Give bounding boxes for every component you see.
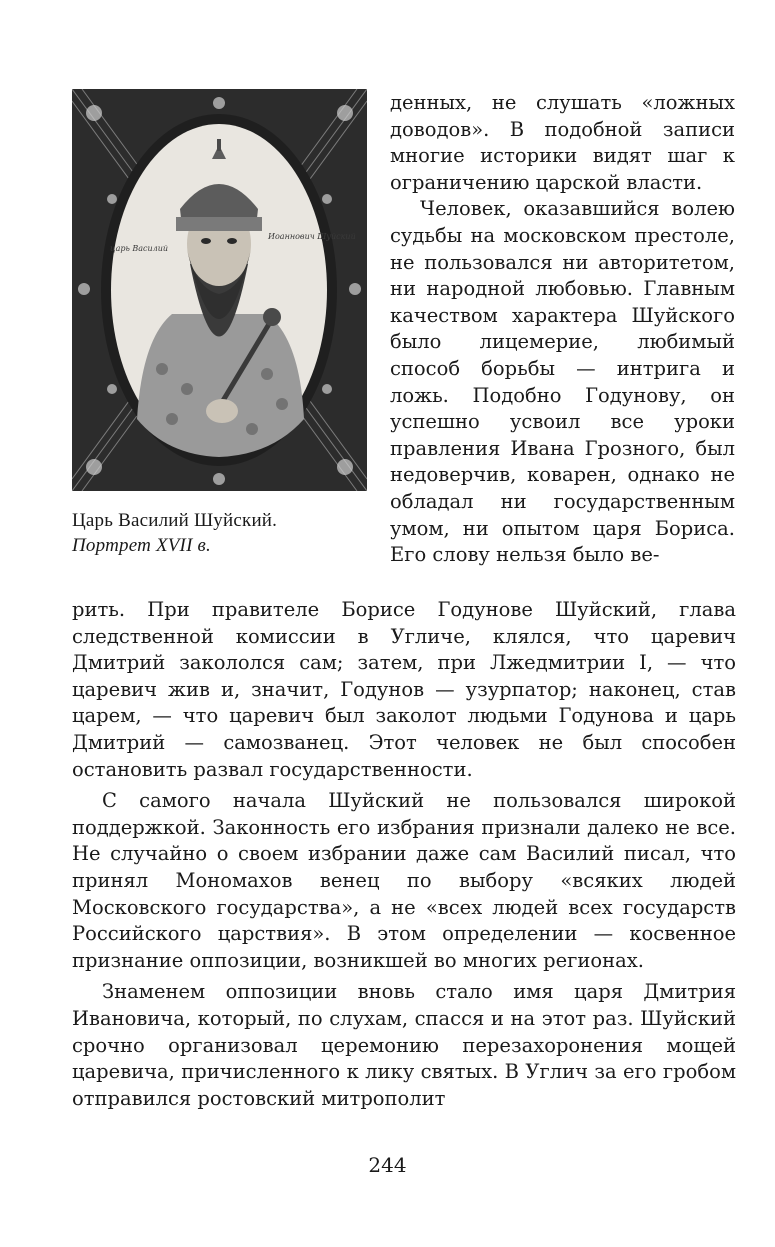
paragraph-continuation: денных, не слушать «ложных доводов». В подобной записи многие историки видят шаг к ограничению царской власти. xyxy=(390,91,735,194)
caption-title: Царь Василий Шуйский. xyxy=(72,510,278,531)
portrait-illustration xyxy=(72,89,367,491)
paragraph-opposition: Знаменем оппозиции вновь стало имя царя Дмитрия Ивановича, который, по слухам, спасся и на этот раз. Шуйский срочно организовал церемонию перезахоронения мощей царевича, причисленного к лику святых. В Углич за его гробом отправился ростовский митрополит xyxy=(72,980,736,1110)
inscription-left: царь Василий xyxy=(110,244,169,253)
paragraph-shuisky-character: Человек, оказавшийся волею судьбы на московском престоле, не пользовался ни авторитетом, ни народной любовью. Главным качеством характера Шуйского было лицемерие, любимый способ борьбы — интрига и ложь. Подобно Годунову, он успешно усвоил все уроки правления Ивана Грозного, был недоверчив, коварен, однако не обладал ни государственным умом, ни опытом царя Бориса. Его слову нельзя было ве- xyxy=(390,197,735,567)
text-column-wide xyxy=(72,597,736,1112)
figure-caption xyxy=(72,508,372,558)
text-column-narrow xyxy=(390,90,735,569)
paragraph-support: С самого начала Шуйский не пользовался широкой поддержкой. Законность его избрания признали далеко не все. Не случайно о своем избрании даже сам Василий писал, что принял Мономахов венец по выбору «всяких людей Московского государства», а не «всех людей всех государств Российского царствия». В этом определении — косвенное признание оппозиции, возникшей во многих регионах. xyxy=(72,789,736,972)
paragraph-shuisky-character-cont: рить. При правителе Борисе Годунове Шуйский, глава следственной комиссии в Угличе, клялся, что царевич Дмитрий закололся сам; затем, при Лжедмитрии I, — что царевич жив и, значит, Годунов — узурпатор; наконец, став царем, — что царевич был заколот людьми Годунова и царь Дмитрий — самозванец. Этот человек не был способен остановить развал государственности. xyxy=(72,598,736,781)
caption-subtitle: Портрет XVII в. xyxy=(72,535,211,556)
portrait-image xyxy=(72,89,367,491)
inscription-right: Иоаннович Шуйский xyxy=(268,232,356,241)
page-number: 244 xyxy=(368,1153,407,1177)
